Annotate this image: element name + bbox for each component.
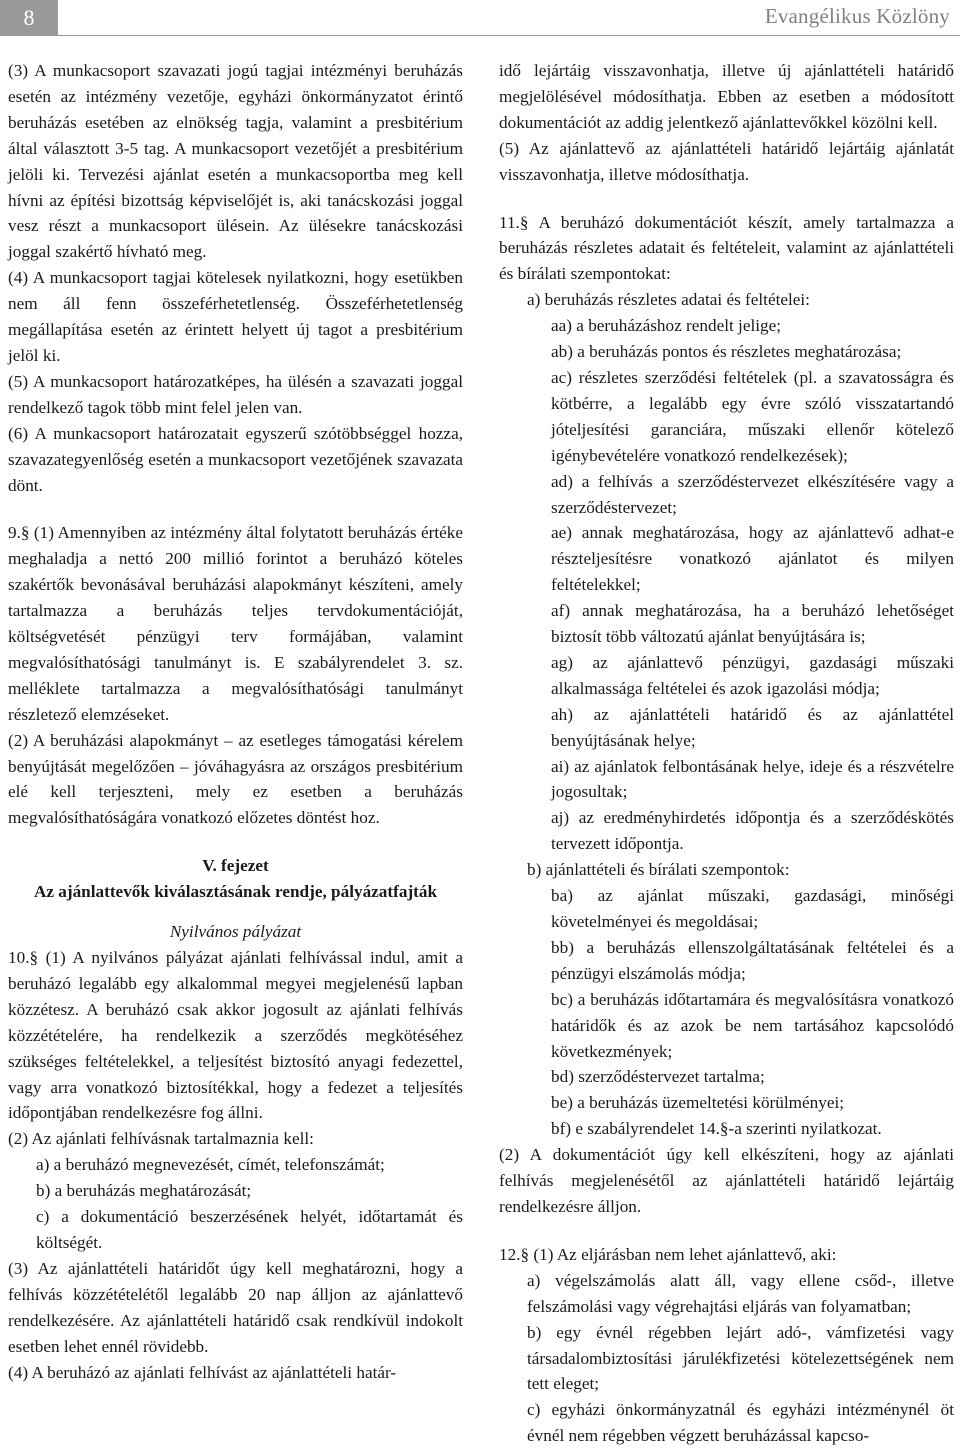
paragraph: (6) A munkacsoport határozatait egyszerű szótöbbséggel hozza, szavazategyenlőség esetén a munkacsoport vezetőjének szavazata dönt. [8,423,463,495]
chapter-title: Az ajánlattevők kiválasztásának rendje, pályázatfajták [33,882,438,902]
list-heading: a) beruházás részletes adatai és feltételei: [527,290,810,310]
list-item: c) egyházi önkormányzatnál és egyházi intézménynél öt évnél nem régebben végzett beruházással kapcso- [527,1400,954,1446]
page-number: 8 [0,0,58,36]
list-item: bc) a beruházás időtartamára és megvalósításra vonatkozó határidők és az azok be nem tartásához kapcsolódó következmények; [551,989,954,1061]
list-item: ai) az ajánlatok felbontásának helye, ideje és a részvételre jogosultak; [551,756,954,802]
list-item: ah) az ajánlattételi határidő és az ajánlattétel benyújtásának helye; [551,704,954,750]
paragraph: (2) A beruházási alapokmányt – az esetleges támogatási kérelem benyújtását megelőzően – jóváhagyásra az országos presbitérium elé kell terjeszteni, mely ez esetben a beruházás megvalósíthatóságára vonatkozó előzetes döntést hoz. [8,730,463,828]
right-column [499,58,954,1449]
list-item: a) végelszámolás alatt áll, vagy ellene csőd-, illetve felszámolási vagy végrehajtási eljárás van folyamatban; [527,1270,954,1316]
paragraph: 12.§ (1) Az eljárásban nem lehet ajánlattevő, aki: [499,1244,837,1264]
paragraph: (3) Az ajánlattételi határidőt úgy kell meghatározni, hogy a felhívás közzétételétől legalább 20 nap álljon az ajánlattevő rendelkezésére. Az ajánlattételi határidő csak rendkívül indokolt esetben lehet ennél rövidebb. [8,1258,463,1356]
paragraph: (5) A munkacsoport határozatképes, ha ülésén a szavazati joggal rendelkező tagok több mint felel jelen van. [8,371,463,417]
paragraph: 9.§ (1) Amennyiben az intézmény által folytatott beruházás értéke meghaladja a nettó 200 millió forintot a beruházó köteles szakértők bevonásával beruházási alapokmányt készíteni, amely tartalmazza a beruházás teljes tervdokumentációját, költségvetését pénzügyi terv formájában, valamint megvalósíthatósági tanulmányt is. E szabályrendelet 3. sz. melléklete tartalmazza a megvalósíthatósági tanulmányt részletező elemzéseket. [8,523,463,724]
paragraph: 11.§ A beruházó dokumentációt készít, amely tartalmazza a beruházás részletes adatait és feltételeit, valamint az ajánlattételi és bírálati szempontokat: [499,212,954,284]
section-title: Nyilvános pályázat [169,922,302,942]
list-item: bd) szerződéstervezet tartalma; [551,1067,765,1087]
list-item: ad) a felhívás a szerződéstervezet elkészítésére vagy a szerződéstervezet; [551,471,954,517]
paragraph: (4) A munkacsoport tagjai kötelesek nyilatkozni, hogy esetükben nem áll fenn összeférhetetlenség. Összeférhetetlenség megállapítása esetén az érintett helyett új tagot a presbitérium jelöl ki. [8,268,463,365]
paragraph: (3) A munkacsoport szavazati jogú tagjai intézményi beruházás esetén az intézmény vezetője, egyházi önkormányzatot érintő beruházás esetében az elnökség tagja, valamint a presbitérium által választott 3-5 tag. A munkacsoport vezetőjét a presbitérium jelöli ki. Tervezési ajánlat esetén a munkacsoportba meg kell hívni az építési bizottság képviselőjét is, aki tanácskozási joggal vesz részt a munkacsoport ülésein. Az ülésekre tanácskozási joggal szakértő hívható meg. [8,61,463,262]
page-header [0,0,960,36]
list-item: ba) az ajánlat műszaki, gazdasági, minőségi követelményei és megoldásai; [551,886,954,931]
list-item: c) a dokumentáció beszerzésének helyét, időtartamát és költségét. [36,1207,463,1252]
paragraph: idő lejártáig visszavonhatja, illetve új ajánlattételi határidő megjelölésével módosíthatja. Ebben az esetben a módosított dokumentációt az addig jelentkező ajánlattevőkkel közölni kell. [499,61,954,132]
chapter-number: V. fejezet [202,856,269,876]
paragraph: (2) Az ajánlati felhívásnak tartalmaznia kell: [8,1129,314,1149]
paragraph: (5) Az ajánlattevő az ajánlattételi határidő lejártáig ajánlatát visszavonhatja, illetve módosíthatja. [499,138,954,184]
journal-title: Evangélikus Közlöny [764,4,950,28]
list-item: aa) a beruházáshoz rendelt jelige; [551,316,781,336]
list-item: a) a beruházó megnevezését, címét, telefonszámát; [36,1155,385,1175]
list-item: aj) az eredményhirdetés időpontja és a szerződéskötés tervezett időpontja. [551,808,954,854]
list-item: b) egy évnél régebben lejárt adó-, vámfizetési vagy társadalombiztosítási járulékfizetési kötelezettségének nem tett eleget; [527,1322,954,1394]
paragraph: (4) A beruházó az ajánlati felhívást az ajánlattételi határ- [8,1362,397,1382]
list-item: be) a beruházás üzemeltetési körülményei; [551,1093,845,1113]
paragraph: 10.§ (1) A nyilvános pályázat ajánlati felhívással indul, amit a beruházó legalább egy alkalommal megyei megjelenésű lapban közzétesz. A beruházó csak akkor jogosult az ajánlati felhívás közzétételére, ha rendelkezik a szerződés megkötéséhez szükséges feltételekkel, a teljesítést biztosító anyagi fedezettel, vagy arra vonatkozó biztosítékkal, hogy a fedezet a teljesítés időpontjában rendelkezésre fog állni. [8,948,463,1123]
list-item: bf) e szabályrendelet 14.§-a szerinti nyilatkozat. [551,1119,882,1139]
header-rule [58,35,960,36]
list-item: bb) a beruházás ellenszolgáltatásának feltételei és a pénzügyi elszámolás módja; [551,937,954,983]
list-item: ag) az ajánlattevő pénzügyi, gazdasági műszaki alkalmassága feltételei és azok igazolási módja; [551,652,954,698]
list-item: ab) a beruházás pontos és részletes meghatározása; [551,342,902,362]
list-heading: b) ajánlattételi és bírálati szempontok: [527,860,790,880]
left-column [8,58,463,1385]
list-item: af) annak meghatározása, ha a beruházó lehetőséget biztosít több változatú ajánlat benyújtására is; [551,601,954,647]
list-item: ac) részletes szerződési feltételek (pl. a szavatosságra és kötbérre, a legalább egy évre szóló visszatartandó jóteljesítési garanciára, műszaki ellenőr kötelező igénybevételére vonatkozó rendelkezések); [551,367,954,465]
paragraph: (2) A dokumentációt úgy kell elkészíteni, hogy az ajánlati felhívás megjelenésétől az ajánlattételi határidő lejártáig rendelkezésre álljon. [499,1145,954,1216]
list-item: ae) annak meghatározása, hogy az ajánlattevő adhat-e részteljesítésre vonatkozó ajánlatot és milyen feltételekkel; [551,523,954,595]
list-item: b) a beruházás meghatározását; [36,1181,252,1201]
